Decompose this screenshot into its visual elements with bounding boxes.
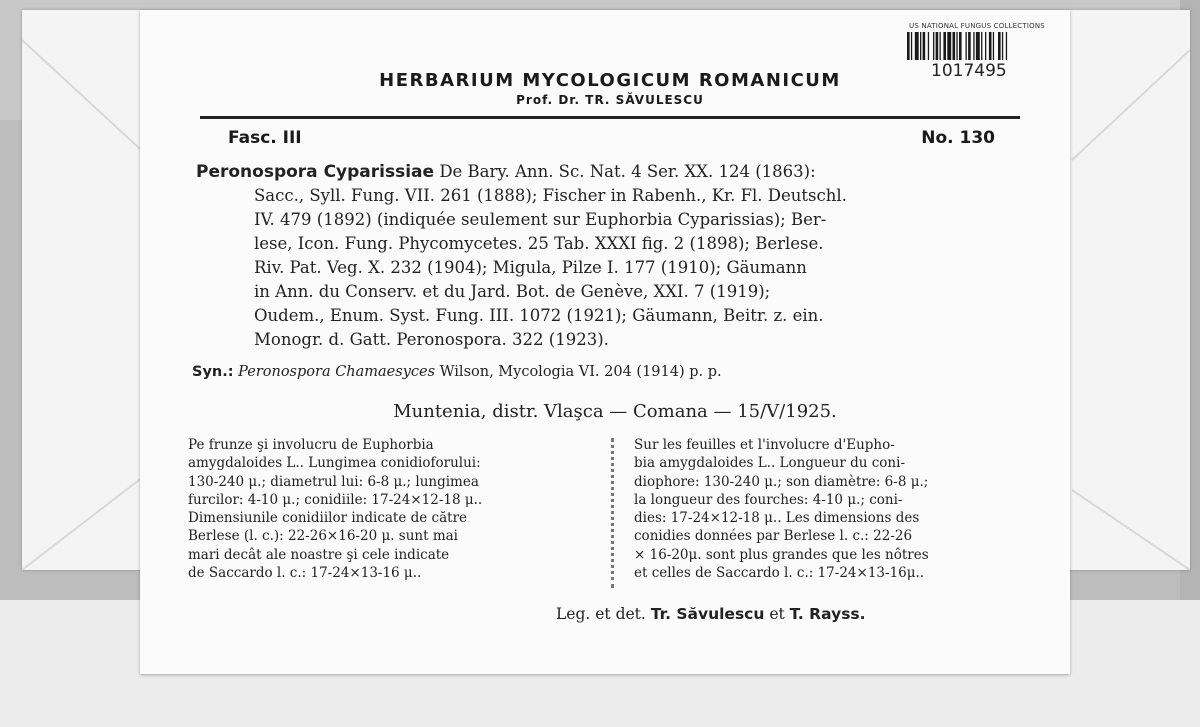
description-romanian [188,436,568,582]
citation-line: Oudem., Enum. Syst. Fung. III. 1072 (1921); Gäumann, Beitr. z. ein. [254,306,824,325]
collector-name: T. Rayss. [789,605,866,623]
barcode-image [905,32,1043,60]
citation-line: in Ann. du Conserv. et du Jard. Bot. de Genève, XXI. 7 (1919); [254,282,771,301]
description-line: Sur les feuilles et l'involucre d'Eupho- [634,437,895,453]
citation-line: Monogr. d. Gatt. Peronospora. 322 (1923). [254,330,609,349]
collector-conjunction: et [769,605,785,623]
collector-line [556,605,866,623]
species-citation [196,160,1026,352]
description-line: Dimensiunile conidiilor indicate de către [188,510,468,527]
herbarium-title: HERBARIUM MYCOLOGICUM ROMANICUM [379,70,841,91]
species-name: Peronospora Cyparissiae [196,162,435,182]
collector-prefix: Leg. et det. [556,605,646,623]
synonym-citation: Wilson, Mycologia VI. 204 (1914) p. p. [439,364,722,380]
citation-line: Sacc., Syll. Fung. VII. 261 (1888); Fischer in Rabenh., Kr. Fl. Deutschl. [254,186,847,205]
barcode-caption: US NATIONAL FUNGUS COLLECTIONS [909,22,1045,30]
citation-line [196,160,1026,184]
description-line: diophore: 130-240 μ.; son diamètre: 6-8 μ.; [634,473,929,490]
description-line: 130-240 μ.; diametrul lui: 6-8 μ.; lungimea [188,473,479,490]
description-line: Berlese (l. c.): 22-26×16-20 μ. sunt mai [188,528,458,545]
citation-line: IV. 479 (1892) (indiquée seulement sur Euphorbia Cyparissias); Ber- [254,210,827,229]
synonym-line [192,364,1022,380]
citation-text: De Bary. Ann. Sc. Nat. 4 Ser. XX. 124 (1863): [439,162,816,181]
synonym-name: Peronospora Chamaesyces [238,364,436,380]
description-line: la longueur des fourches: 4-10 μ.; coni- [634,491,903,508]
citation-line: Riv. Pat. Veg. X. 232 (1904); Migula, Pilze I. 177 (1910); Gäumann [254,258,807,277]
citation-line: lese, Icon. Fung. Phycomycetes. 25 Tab. XXXI fig. 2 (1898); Berlese. [254,234,824,253]
header-rule [200,116,1020,119]
column-divider [611,438,614,588]
fascicle-label: Fasc. III [228,128,302,148]
description-line: dies: 17-24×12-18 μ.. Les dimensions des [634,510,920,527]
herbarium-curator: Prof. Dr. TR. SĂVULESCU [516,93,704,107]
description-line: conidies données par Berlese l. c.: 22-26 [634,528,913,545]
synonym-label: Syn.: [192,364,234,380]
description-line: bia amygdaloides L.. Longueur du coni- [634,455,906,472]
description-line: Pe frunze şi involucru de Euphorbia [188,437,434,453]
collection-locality: Muntenia, distr. Vlaşca — Comana — 15/V/1925. [393,401,837,422]
description-line: et celles de Saccardo l. c.: 17-24×13-16μ.. [634,565,925,582]
description-line: amygdaloides L.. Lungimea conidioforului: [188,455,481,472]
description-line: de Saccardo l. c.: 17-24×13-16 μ.. [188,565,422,582]
description-line: mari decât ale noastre şi cele indicate [188,546,450,563]
description-line: furcilor: 4-10 μ.; conidiile: 17-24×12-18 μ.. [188,491,483,508]
collector-name: Tr. Săvulescu [650,605,765,623]
barcode-number: 1017495 [931,61,1007,81]
description-french [634,436,1014,582]
specimen-number: No. 130 [921,128,995,148]
description-line: × 16-20μ. sont plus grandes que les nôtres [634,546,929,563]
